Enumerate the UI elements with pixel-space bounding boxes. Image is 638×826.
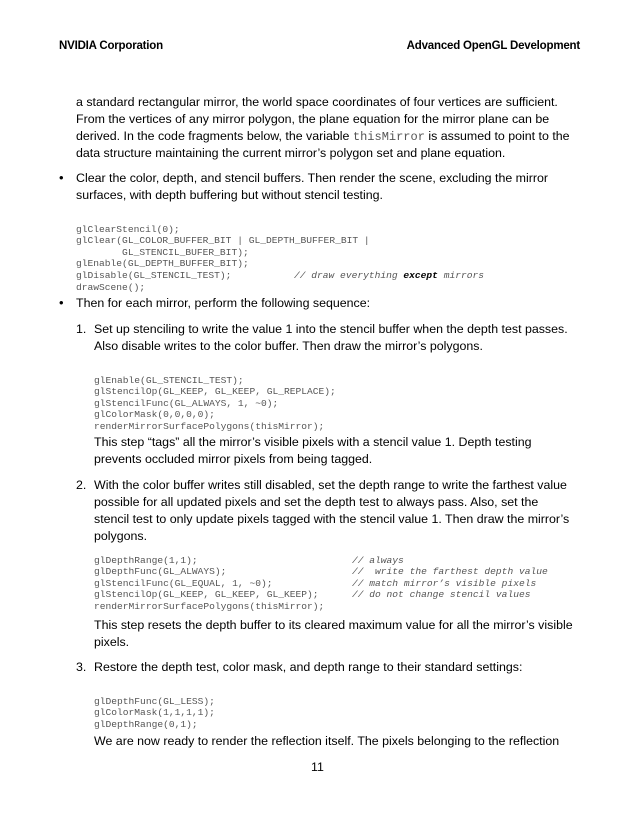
step2-line-2: possible for all updated pixels and set the depth test to always pass. Also, set the — [94, 495, 539, 509]
code-line: renderMirrorSurfacePolygons(thisMirror); — [94, 600, 325, 612]
code-line: glEnable(GL_STENCIL_TEST); — [94, 374, 244, 386]
code-line: glStencilOp(GL_KEEP, GL_KEEP, GL_KEEP); — [94, 589, 319, 601]
code-comments-step2 — [352, 543, 548, 613]
header-company: NVIDIA Corporation — [59, 40, 163, 52]
intro-line-3 — [76, 128, 570, 146]
inline-code-thismirror: thisMirror — [352, 130, 425, 144]
step2-after-1: This step resets the depth buffer to its cleared maximum value for all the mirror’s visible — [94, 618, 573, 632]
bullet-mark: • — [59, 170, 64, 185]
code-comment: // match mirror’s visible pixels — [352, 577, 537, 589]
code-line: glDepthFunc(GL_LESS); — [94, 695, 215, 707]
comment-pre: // draw everything — [294, 270, 404, 281]
code-line: GL_STENCIL_BUFER_BIT); — [76, 246, 249, 258]
step2-after-2: pixels. — [94, 635, 130, 649]
code-line: glStencilOp(GL_KEEP, GL_KEEP, GL_REPLACE); — [94, 386, 336, 398]
step1-after-2: prevents occluded mirror pixels from being tagged. — [94, 452, 373, 466]
comment-bold: except — [403, 270, 438, 281]
step1-line-1: Set up stenciling to write the value 1 into the stencil buffer when the depth test passes. — [94, 322, 568, 336]
code-line: glEnable(GL_DEPTH_BUFFER_BIT); — [76, 258, 249, 270]
header-title: Advanced OpenGL Development — [406, 40, 580, 52]
code-comment: // always — [352, 554, 404, 566]
step2-line-3: stencil test to only update pixels tagged with the stencil value 1. Then draw the mirror’s — [94, 512, 570, 526]
code-block-step2 — [94, 543, 324, 624]
code-line: glClear(GL_COLOR_BUFFER_BIT | GL_DEPTH_BUFFER_BIT | — [76, 235, 370, 247]
code-comment-draw — [294, 270, 484, 282]
bullet-mark: • — [59, 295, 64, 310]
code-line: glColorMask(0,0,0,0); — [94, 409, 215, 421]
bullet1-line-1: Clear the color, depth, and stencil buffers. Then render the scene, excluding the mirror — [76, 171, 549, 185]
bullet2-line-1: Then for each mirror, perform the following sequence: — [76, 296, 371, 310]
step1-after-1: This step “tags” all the mirror’s visible pixels with a stencil value 1. Depth testing — [94, 435, 532, 449]
code-comment: // write the farthest depth value — [352, 566, 548, 578]
intro-line-4: data structure maintaining the current mirror’s polygon set and plane equation. — [76, 146, 506, 160]
code-comment: // do not change stencil values — [352, 589, 531, 601]
page-number: 11 — [311, 760, 324, 774]
step1-number: 1. — [76, 322, 87, 336]
step3-number: 3. — [76, 660, 87, 674]
code-line: glColorMask(1,1,1,1); — [94, 707, 215, 719]
step2-line-1: With the color buffer writes still disabled, set the depth range to write the farthest value — [94, 478, 567, 492]
code-block-clear — [76, 212, 370, 305]
code-line: glStencilFunc(GL_ALWAYS, 1, ~0); — [94, 397, 279, 409]
bullet1-line-2: surfaces, with depth buffering but without stencil testing. — [76, 188, 383, 202]
intro-line-2: From the vertices of any mirror polygon, the plane equation for the mirror plane can be — [76, 112, 550, 126]
code-line: glDepthRange(0,1); — [94, 718, 198, 730]
step3-after-1: We are now ready to render the reflection itself. The pixels belonging to the reflection — [94, 734, 560, 748]
intro-line-3-post: is assumed to point to the — [424, 129, 570, 143]
step1-line-2: Also disable writes to the color buffer. Then draw the mirror’s polygons. — [94, 339, 483, 353]
code-line: glDisable(GL_STENCIL_TEST); — [76, 269, 232, 281]
code-line: renderMirrorSurfacePolygons(thisMirror); — [94, 420, 325, 432]
code-line: glDepthRange(1,1); — [94, 554, 198, 566]
code-block-step1 — [94, 363, 336, 444]
code-line: glClearStencil(0); — [76, 223, 180, 235]
code-line: drawScene(); — [76, 281, 146, 293]
intro-line-3-pre: derived. In the code fragments below, the variable — [76, 129, 353, 143]
code-line: glStencilFunc(GL_EQUAL, 1, ~0); — [94, 577, 273, 589]
comment-post: mirrors — [437, 270, 484, 281]
step3-line-1: Restore the depth test, color mask, and depth range to their standard settings: — [94, 660, 523, 674]
code-line: glDepthFunc(GL_ALWAYS); — [94, 566, 227, 578]
intro-line-1: a standard rectangular mirror, the world space coordinates of four vertices are sufficient. — [76, 95, 558, 109]
step2-number: 2. — [76, 478, 87, 492]
step2-line-4: polygons. — [94, 529, 148, 543]
